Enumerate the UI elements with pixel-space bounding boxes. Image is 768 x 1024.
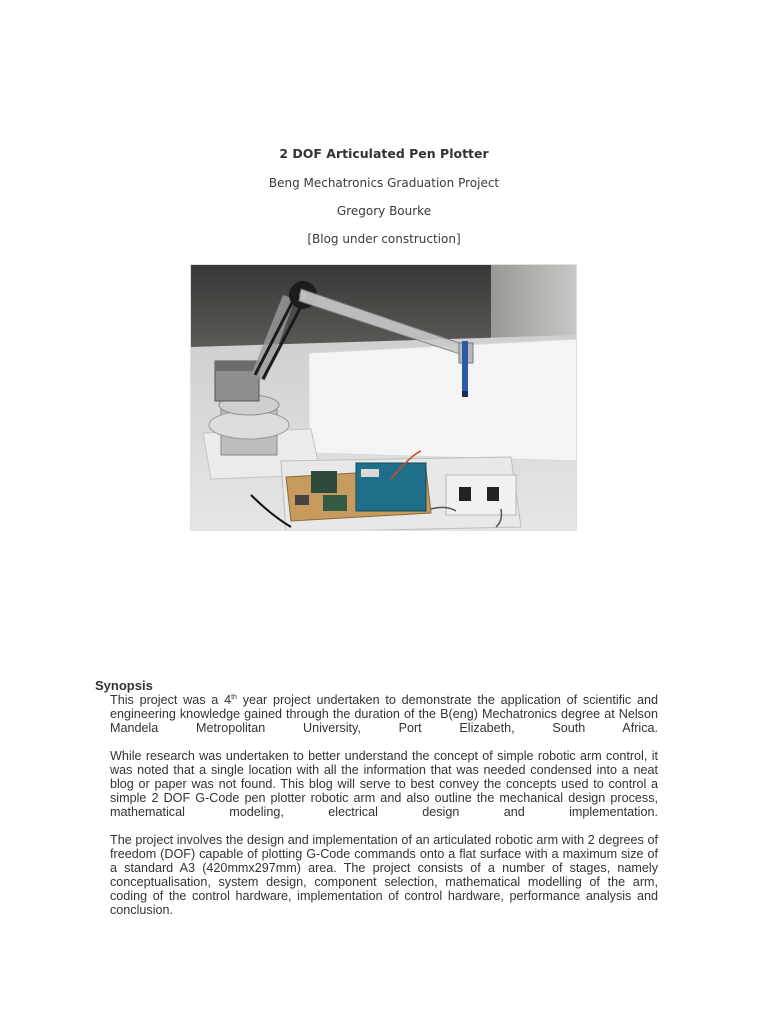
document-subtitle: Beng Mechatronics Graduation Project	[268, 176, 500, 190]
synopsis-body	[110, 693, 658, 931]
author-name: Gregory Bourke	[336, 204, 432, 218]
synopsis-paragraph-1-rest: year project undertaken to demonstrate the application of scientific and engineering knowledge gained through the duration of the B(eng) Mechatronics degree at Nelson Mandela Metropolitan University, Port Elizabeth, South Africa.	[110, 693, 658, 735]
ordinal-superscript: th	[231, 694, 237, 701]
synopsis-paragraph-2: While research was undertaken to better understand the concept of simple robotic arm control, it was noted that a single location with all the information that was needed condensed into a neat blog or paper was not found. This blog will serve to best convey the concepts used to control a simple 2 DOF G-Code pen plotter robotic arm and also outline the mechanical design process, mathematical modeling, electrical design and implementation.	[110, 749, 658, 819]
synopsis-paragraph-3: The project involves the design and implementation of an articulated robotic arm with 2 degrees of freedom (DOF) capable of plotting G-Code commands onto a flat surface with a maximum size of a standard A3 (420mmx297mm) area. The project consists of a number of stages, namely conceptualisation, system design, component selection, mathematical modelling of the arm, coding of the control hardware, implementation of control hardware, performance analysis and conclusion.	[110, 833, 658, 917]
synopsis-heading: Synopsis	[95, 678, 153, 693]
synopsis-paragraph-1	[110, 693, 658, 735]
pen-plotter-photo	[190, 264, 577, 531]
synopsis-paragraph-1-start: This project was a 4	[110, 693, 232, 707]
document-title: 2 DOF Articulated Pen Plotter	[279, 146, 489, 161]
status-note: [Blog under construction]	[307, 232, 461, 246]
